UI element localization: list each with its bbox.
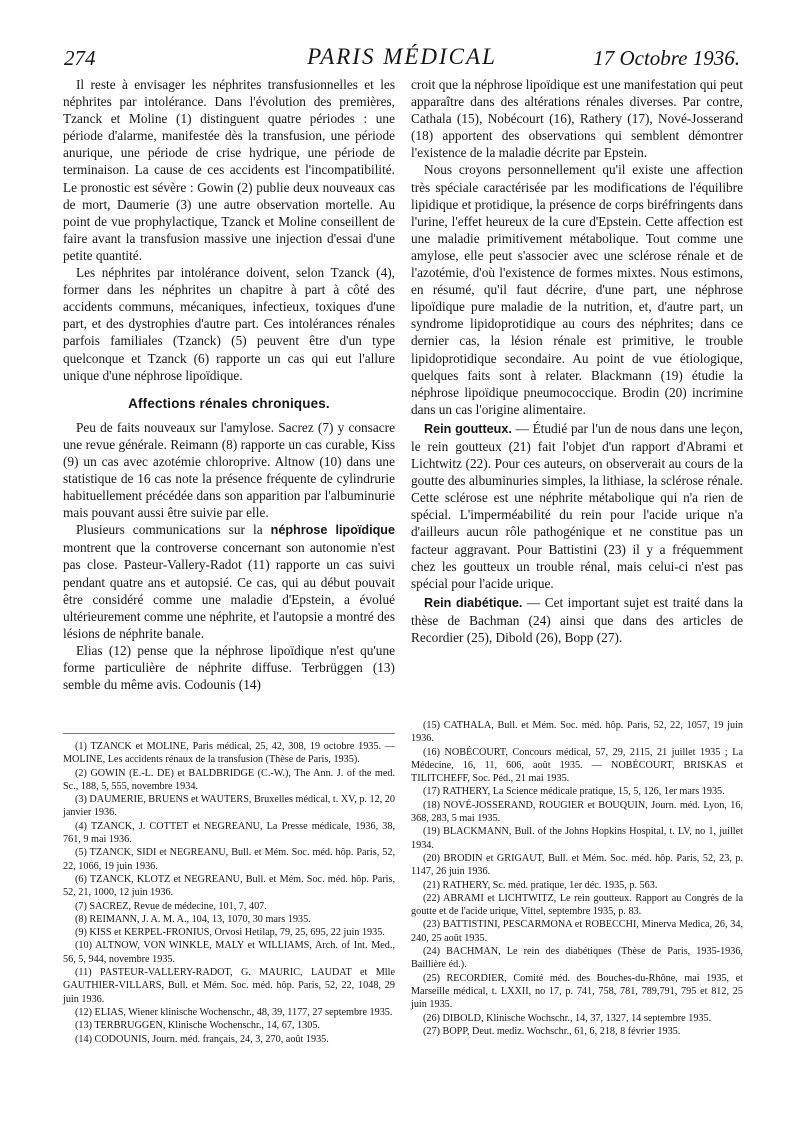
paragraph-text: Plusieurs communications sur la (76, 522, 271, 538)
paragraph: Il reste à envisager les néphrites transfusionnelles et les néphrites par intolérance. Dans l'évolution des premières, Tzanck et Moline (1) distinguent quatre périodes : une période d'alarme, manifestée dès la transfusion, une période anurique, une période de crise hydrique, une période de terminaison. La cause de ces accidents est l'incompatibilité. Le pronostic est sévère : Gowin (2) publie deux nouveaux cas de mort, Daumerie (3) une autre observation mortelle. Au point de vue prophylactique, Tzanck et Moline conseillent de faire avant la transfusion massive une injection d'essai d'une petite quantité. (63, 77, 395, 263)
footnotes-left (63, 740, 395, 1046)
footnote: (11) PASTEUR-VALLERY-RADOT, G. MAURIC, LAUDAT et Mlle GAUTHIER-VILLARS, Bull. et Mém. Soc. méd. hôp. Paris, 52, 22, 1048, 29 juin 1936. (63, 967, 395, 1005)
footnote: (9) KISS et KERPEL-FRONIUS, Orvosi Hetilap, 79, 25, 695, 22 juin 1935. (75, 927, 385, 939)
footnote: (5) TZANCK, SIDI et NEGREANU, Bull. et Mém. Soc. méd. hôp. Paris, 52, 22, 1066, 19 juin 1936. (63, 847, 395, 872)
footnote: (2) GOWIN (E.-L. DE) et BALDBRIDGE (C.-W.), The Ann. J. of the med. Sc., 188, 5, 555, novembre 1934. (63, 767, 395, 792)
footnote: (3) DAUMERIE, BRUENS et WAUTERS, Bruxelles médical, t. XV, p. 12, 20 janvier 1936. (63, 794, 395, 819)
paragraph: Les néphrites par intolérance doivent, selon Tzanck (4), former dans les néphrites un chapitre à part à côté des accidents communs, mécaniques, infectieux, toxiques d'une part, et des dystrophies d'autre part. Ces intolérances rénales parfois familiales (Tzanck) (5) peuvent être d'un type quelconque et Tzanck (6) rapporte un cas qui eut l'allure unique d'une néphrose lipoïdique. (63, 265, 395, 383)
footnote: (16) NOBÉCOURT, Concours médical, 57, 29, 2115, 21 juillet 1935 ; La Médecine, 16, 11, 606, août 1935. — NOBÉCOURT, BRISKAS et TILITCHEFF, Soc. Péd., 21 mai 1935. (411, 746, 743, 785)
paragraph: croit que la néphrose lipoïdique est une manifestation qui peut apparaître dans des altérations rénales diverses. Par contre, Cathala (15), Nobécourt (16), Rathery (17), Nové-Josserand (18) apportent des observations qui semblent démontrer l'existence de la maladie décrite par Epstein. (411, 77, 743, 161)
footnote: (26) DIBOLD, Klinische Wochschr., 14, 37, 1327, 14 septembre 1935. (423, 1012, 712, 1024)
paragraph-text: montrent que la controverse concernant son autonomie n'est pas close. Pasteur-Vallery-Radot (11) rapporte un cas suivi pendant quatre ans et autopsié. Ce cas, qui au début pouvait être considéré comme une maladie d'Epstein, a évolué ultérieurement comme une néphrite, et l'autopsie a montré des lésions de néphrite banale. (63, 540, 395, 641)
subsection-heading: Rein diabétique. (424, 595, 523, 610)
right-column (411, 76, 743, 646)
paragraph: Elias (12) pense que la néphrose lipoïdique n'est qu'une forme particulière de néphrite diffuse. Terbrüggen (13) semble du même avis. Codounis (14) (63, 642, 395, 693)
footnote: (22) ABRAMI et LICHTWITZ, Le rein goutteux. Rapport au Congrès de la goutte et de l'acide urique, Vittel, septembre 1935, p. 83. (411, 892, 743, 918)
footnote: (24) BACHMAN, Le rein des diabétiques (Thèse de Paris, 1935-1936, Baillière éd.). (411, 946, 743, 971)
footnote: (12) ELIAS, Wiener klinische Wochenschr., 48, 39, 1177, 27 septembre 1935. (75, 1006, 393, 1018)
section-heading: Affections rénales chroniques. (128, 395, 330, 411)
footnote: (15) CATHALA, Bull. et Mém. Soc. méd. hôp. Paris, 52, 22, 1057, 19 juin 1936. (411, 720, 743, 745)
paragraph: Nous croyons personnellement qu'il existe une affection très spéciale caractérisée par les modifications de l'équilibre lipidique et protidique, la présence de corps biréfringents dans l'urine, l'effet heureux de la cure d'Epstein. Cette affection est une maladie primitivement métabolique. Tout comme une amylose, elle peut s'associer avec une sclérose rénale et de l'azotémie, d'où l'existence de formes mixtes. Nous estimons, en résumé, qu'il faut décrire, d'une part, une néphrose lipoïdique pure maladie de la nutrition, et, d'autre part, un syndrome lipidoprotidique au cours des néphrites; dans ce dernier cas, la lésion rénale est primitive, le trouble lipidoprotidique secondaire. Au point de vue étiologique, quelques faits sont à relater. Blackmann (19) étudie la néphrose lipoïdique pneumococcique. Brodin (20) incrimine dans un cas l'origine alimentaire. (411, 162, 743, 417)
footnote: (27) BOPP, Deut. mediz. Wochschr., 61, 6, 218, 8 février 1935. (423, 1025, 681, 1037)
footnote: (17) RATHERY, La Science médicale pratique, 15, 5, 126, 1er mars 1935. (423, 786, 725, 798)
footnote: (1) TZANCK et MOLINE, Paris médical, 25, 42, 308, 19 octobre 1935. — MOLINE, Les accidents rénaux de la transfusion (Thèse de Paris, 1935). (63, 741, 395, 766)
footnote: (19) BLACKMANN, Bull. of the Johns Hopkins Hospital, t. LV, no 1, juillet 1934. (411, 826, 743, 851)
footnote: (20) BRODIN et GRIGAUT, Bull. et Mém. Soc. méd. hôp. Paris, 52, 23, p. 1147, 26 juin 1936. (411, 852, 743, 878)
footnote: (8) REIMANN, J. A. M. A., 104, 13, 1070, 30 mars 1935. (75, 913, 311, 925)
footnote: (10) ALTNOW, VON WINKLE, MALY et WILLIAMS, Arch. of Int. Med., 56, 5, 944, novembre 1935. (63, 940, 395, 965)
left-column (63, 76, 395, 693)
footnote: (25) RECORDIER, Comité méd. des Bouches-du-Rhône, mai 1935, et Marseille médical, t. LXXII, no 17, p. 741, 758, 781, 789,791, 795 et 812, 25 juin 1935. (411, 972, 743, 1011)
bold-term: néphrose lipoïdique (270, 523, 395, 538)
footnote: (14) CODOUNIS, Journ. méd. français, 24, 3, 270, août 1935. (75, 1033, 329, 1045)
footnote: (23) BATTISTINI, PESCARMONA et ROBECCHI, Minerva Medica, 26, 34, 240, 25 août 1935. (411, 919, 743, 944)
paragraph-text: — Étudié par l'un de nous dans une leçon, le rein goutteux (21) fait l'objet d'un rapport d'Abrami et Lichtwitz (22). Pour ces auteurs, on observerait au cours de la goutte des albuminuries simples, la lithiase, la sclérose rénale. Cette sclérose est une néphrite métabolique qui n'a rien de spécial. L'imperméabilité du rein pour l'acide urique n'a d'ailleurs aucun rôle pathogénique et ne constitue pas un facteur aggravant. Pour Battistini (23) il y a fréquemment chez les goutteux un trouble rénal, mais celui-ci n'est pas spécial pour l'acide urique. (411, 420, 743, 591)
paragraph: Peu de faits nouveaux sur l'amylose. Sacrez (7) y consacre une revue générale. Reimann (8) rapporte un cas curable, Kiss (9) un cas avec azotémie chloroprive. Altnow (10) dans une statistique de 16 cas note la présence fréquente de cylindrurie habituellement précédée dans son apparition par l'albuminurie mais pouvant aussi être suivie par elle. (63, 419, 395, 521)
paragraph (411, 594, 743, 646)
footnote: (6) TZANCK, KLOTZ et NEGREANU, Bull. et Mém. Soc. méd. hôp. Paris, 52, 21, 1000, 12 juin 1936. (63, 873, 395, 899)
footnote-divider (63, 733, 395, 734)
journal-title: PARIS MÉDICAL (307, 44, 497, 69)
paragraph (411, 420, 743, 592)
footnote: (18) NOVÉ-JOSSERAND, ROUGIER et BOUQUIN, Journ. méd. Lyon, 16, 368, 283, 5 mai 1935. (411, 799, 743, 825)
footnote: (13) TERBRUGGEN, Klinische Wochenschr., 14, 67, 1305. (75, 1020, 320, 1032)
paragraph-text: — Cet important sujet est traité dans la thèse de Bachman (24) ainsi que dans des articles de Recordier (25), Dibold (26), Bopp (27). (411, 594, 743, 645)
paragraph (63, 521, 395, 642)
subsection-heading: Rein goutteux. (424, 421, 512, 436)
issue-date: 17 Octobre 1936. (593, 46, 740, 70)
footnote: (4) TZANCK, J. COTTET et NEGREANU, La Presse médicale, 1936, 38, 761, 9 mai 1936. (63, 820, 395, 846)
footnote: (21) RATHERY, Sc. méd. pratique, 1er déc. 1935, p. 563. (423, 879, 658, 891)
footnote: (7) SACREZ, Revue de médecine, 101, 7, 407. (75, 900, 267, 912)
running-header (64, 40, 740, 76)
footnotes-right (411, 719, 743, 1038)
page-number: 274 (64, 46, 96, 70)
